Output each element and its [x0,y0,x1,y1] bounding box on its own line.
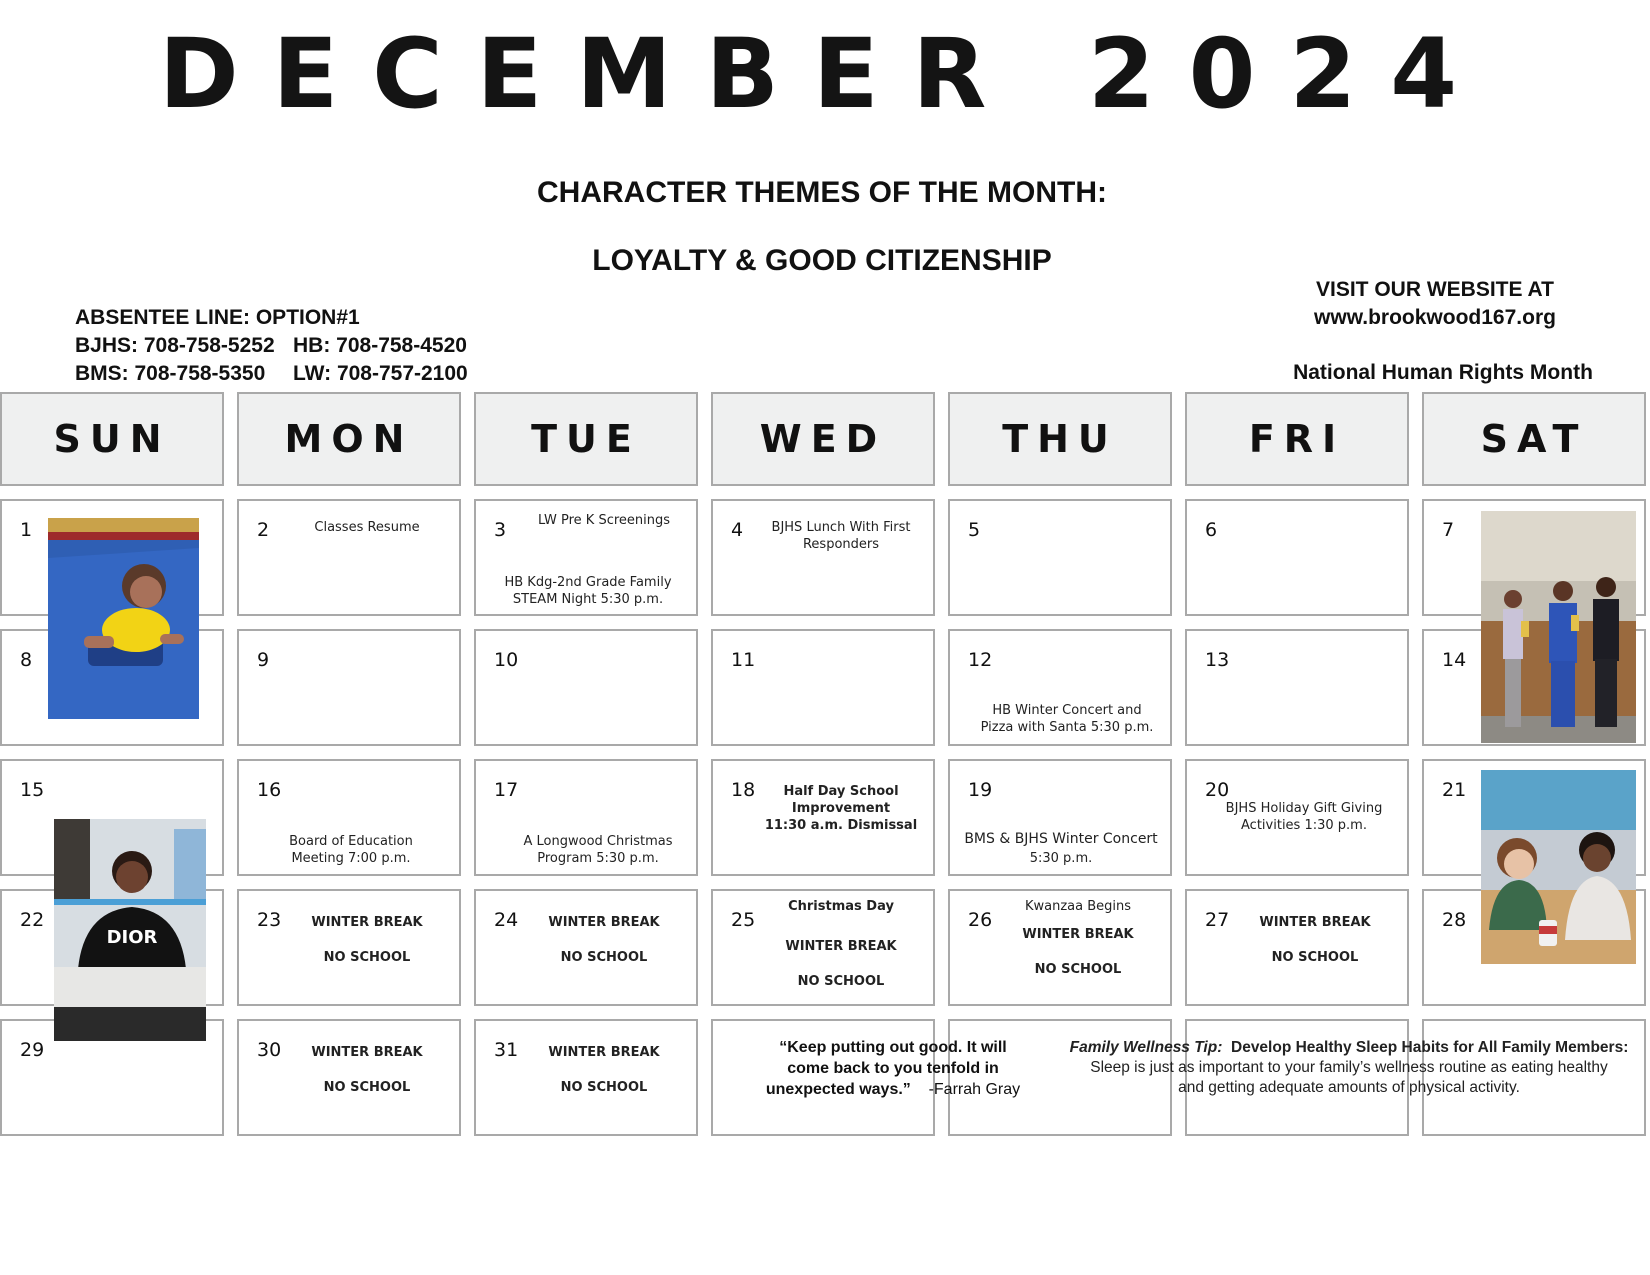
event-text: NO SCHOOL [1271,950,1359,965]
event-text: 11:30 a.m. Dismissal [764,818,918,833]
weekday-header-sun: SUN [0,392,224,486]
day-cell [1185,759,1409,876]
student-photo-classroom [54,819,206,1041]
day-cell [474,889,698,1006]
day-number: 16 [257,779,282,801]
phone-bjhs: BJHS: 708-758-5252 [75,334,275,357]
weekday-header-wed: WED [711,392,935,486]
student-award-photo [1481,511,1636,743]
day-number: 5 [968,519,981,541]
day-cell [237,1019,461,1136]
day-cell [711,499,935,616]
event-text: Improvement [791,801,891,816]
event-text: Classes Resume [314,520,420,535]
event-text: A Longwood Christmas [523,834,673,849]
day-cell [237,499,461,616]
day-number: 3 [494,519,507,541]
day-number: 24 [494,909,519,931]
day-cell [711,759,935,876]
event-text: WINTER BREAK [311,915,423,930]
day-cell [948,759,1172,876]
day-cell [1185,629,1409,746]
phone-lw: LW: 708-757-2100 [293,362,468,385]
day-number: 26 [968,909,993,931]
weekday-header-mon: MON [237,392,461,486]
day-number: 27 [1205,909,1230,931]
day-number: 22 [20,909,45,931]
day-number: 18 [731,779,756,801]
day-number: 20 [1205,779,1230,801]
event-text: Program 5:30 p.m. [537,851,659,866]
weekday-header-fri: FRI [1185,392,1409,486]
day-cell [474,499,698,616]
event-text: Half Day School [783,784,899,799]
day-number: 7 [1442,519,1455,541]
event-text: Responders [802,537,880,552]
website-link[interactable]: www.brookwood167.org [1314,306,1556,329]
day-cell [711,889,935,1006]
day-number: 30 [257,1039,282,1061]
day-number: 8 [20,649,33,671]
day-cell [474,1019,698,1136]
event-text: Kwanzaa Begins [1024,899,1132,914]
event-text: LW Pre K Screenings [537,513,671,528]
day-cell [474,759,698,876]
quote-line: come back to you tenfold in [787,1060,999,1077]
event-text: 5:30 p.m. [1029,851,1093,866]
event-text: WINTER BREAK [311,1045,423,1060]
day-number: 29 [20,1039,45,1061]
event-text: NO SCHOOL [560,1080,648,1095]
event-text: WINTER BREAK [1259,915,1371,930]
day-cell [237,759,461,876]
day-number: 21 [1442,779,1467,801]
day-number: 1 [20,519,33,541]
event-text: BJHS Holiday Gift Giving [1225,801,1383,816]
day-number: 23 [257,909,282,931]
svg-text:DIOR: DIOR [106,927,158,948]
event-text: WINTER BREAK [548,915,660,930]
observance-label: National Human Rights Month [1293,361,1593,384]
tip-label: Family Wellness Tip: [1069,1039,1223,1056]
day-cell [1185,499,1409,616]
absentee-heading: ABSENTEE LINE: OPTION#1 [75,306,360,329]
day-cell [711,629,935,746]
event-text: STEAM Night 5:30 p.m. [512,592,664,607]
event-text: Meeting 7:00 p.m. [291,851,411,866]
event-text: NO SCHOOL [560,950,648,965]
event-text: NO SCHOOL [1034,962,1122,977]
day-number: 28 [1442,909,1467,931]
day-cell [237,629,461,746]
phone-hb: HB: 708-758-4520 [293,334,467,357]
event-text: WINTER BREAK [785,939,897,954]
event-text: NO SCHOOL [797,974,885,989]
day-number: 31 [494,1039,519,1061]
event-text: Christmas Day [788,899,894,914]
tip-text: Sleep is just as important to your family’s wellness routine as eating healthy [1090,1059,1608,1076]
day-cell [1185,889,1409,1006]
day-number: 2 [257,519,270,541]
event-text: NO SCHOOL [323,1080,411,1095]
website-label: VISIT OUR WEBSITE AT [1315,278,1554,301]
event-text: WINTER BREAK [548,1045,660,1060]
day-number: 12 [968,649,993,671]
event-text: NO SCHOOL [323,950,411,965]
event-text: BJHS Lunch With First [771,520,911,535]
day-number: 11 [731,649,756,671]
day-number: 14 [1442,649,1467,671]
student-photo-gymnastics [48,518,199,719]
quote-line: “Keep putting out good. It will [779,1039,1007,1056]
weekday-header-tue: TUE [474,392,698,486]
day-number: 25 [731,909,756,931]
calendar-title: DECEMBER 2024 [158,18,1492,130]
day-number: 9 [257,649,270,671]
weekday-header-sat: SAT [1422,392,1646,486]
quote-line: unexpected ways.” [765,1081,911,1098]
event-text: HB Winter Concert and [992,703,1142,718]
quote-author: -Farrah Gray [928,1081,1021,1098]
character-theme: LOYALTY & GOOD CITIZENSHIP [592,244,1052,277]
website-info [1270,276,1600,332]
event-text: Activities 1:30 p.m. [1241,818,1367,833]
weekday-header-thu: THU [948,392,1172,486]
event-text: WINTER BREAK [1022,927,1134,942]
phone-bms: BMS: 708-758-5350 [75,362,266,385]
monthly-quote [748,1037,1038,1100]
event-text: Board of Education [289,834,413,849]
event-text: HB Kdg-2nd Grade Family [504,575,672,590]
wellness-tip [1064,1038,1634,1098]
theme-heading: CHARACTER THEMES OF THE MONTH: [537,176,1107,209]
day-cell [948,889,1172,1006]
tip-heading: Develop Healthy Sleep Habits for All Family Members: [1231,1039,1629,1056]
day-number: 15 [20,779,45,801]
day-number: 6 [1205,519,1218,541]
day-number: 13 [1205,649,1230,671]
day-number: 19 [968,779,993,801]
event-text: Pizza with Santa 5:30 p.m. [980,720,1154,735]
day-cell [237,889,461,1006]
tip-text: and getting adequate amounts of physical activity. [1178,1079,1520,1096]
event-text: BMS & BJHS Winter Concert [964,831,1158,847]
day-number: 17 [494,779,519,801]
day-cell [474,629,698,746]
day-number: 10 [494,649,519,671]
day-cell [948,499,1172,616]
students-holiday-photo [1481,770,1636,964]
day-cell [948,629,1172,746]
absentee-info [75,304,468,388]
day-number: 4 [731,519,744,541]
